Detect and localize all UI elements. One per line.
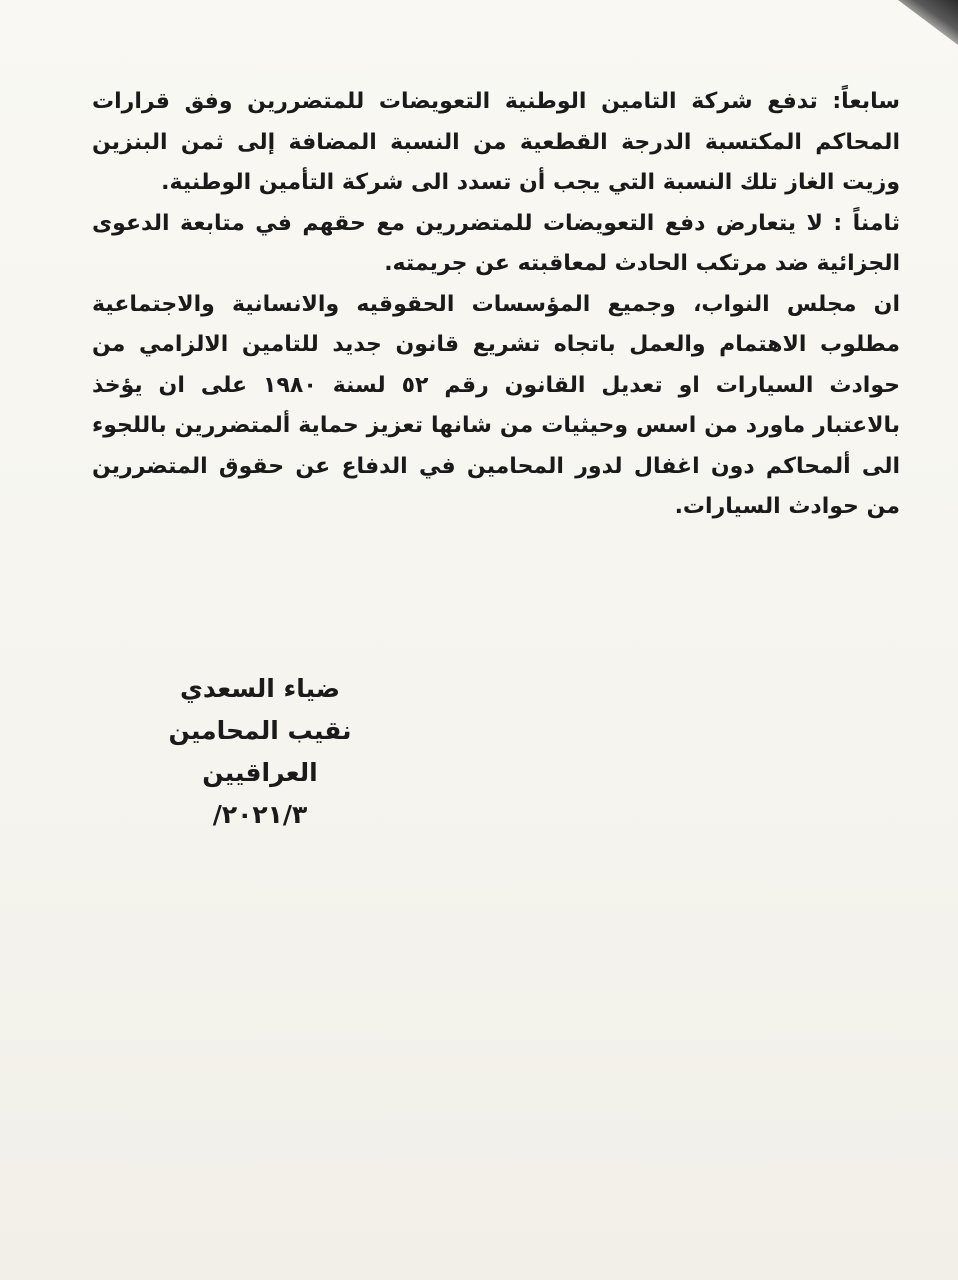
paragraph-seventh-text: تدفع شركة التامين الوطنية التعويضات للمتضررين وفق قرارات المحاكم المكتسبة الدرجة القطعية من النسبة المضافة إلى ثمن البنزين وزيت الغاز تلك النسبة التي يجب أن تسدد الى شركة التأمين الوطنية. xyxy=(92,89,900,195)
paragraph-eighth xyxy=(92,204,900,285)
signatory-title: نقيب المحامين العراقيين xyxy=(168,716,352,787)
signatory-name: ضياء السعدي xyxy=(179,674,341,703)
document-body xyxy=(92,82,900,528)
paragraph-seventh-lead: سابعاً: xyxy=(832,89,900,114)
paragraph-conclusion xyxy=(92,285,900,528)
paragraph-seventh xyxy=(92,82,900,204)
paragraph-conclusion-text: ان مجلس النواب، وجميع المؤسسات الحقوقيه والانسانية والاجتماعية مطلوب الاهتمام والعمل باتجاه تشريع قانون جديد للتامين الالزامي من حوادث السيارات او تعديل القانون رقم ٥٢ لسنة ١٩٨٠ على ان يؤخذ بالاعتبار ماورد من اسس وحيثيات من شانها تعزيز حماية ألمتضررين باللجوء الى ألمحاكم دون اغفال لدور المحامين في الدفاع عن حقوق المتضررين من حوادث السيارات. xyxy=(92,291,900,519)
paragraph-eighth-text: لا يتعارض دفع التعويضات للمتضررين مع حقهم في متابعة الدعوى الجزائية ضد مرتكب الحادث لمعاقبته عن جريمته. xyxy=(92,210,900,276)
page-corner-shadow xyxy=(898,0,958,45)
signature-date: ٢٠٢١/٣/ xyxy=(212,800,308,829)
paragraph-eighth-lead: ثامناً : xyxy=(833,210,900,236)
signature-block xyxy=(120,668,400,836)
